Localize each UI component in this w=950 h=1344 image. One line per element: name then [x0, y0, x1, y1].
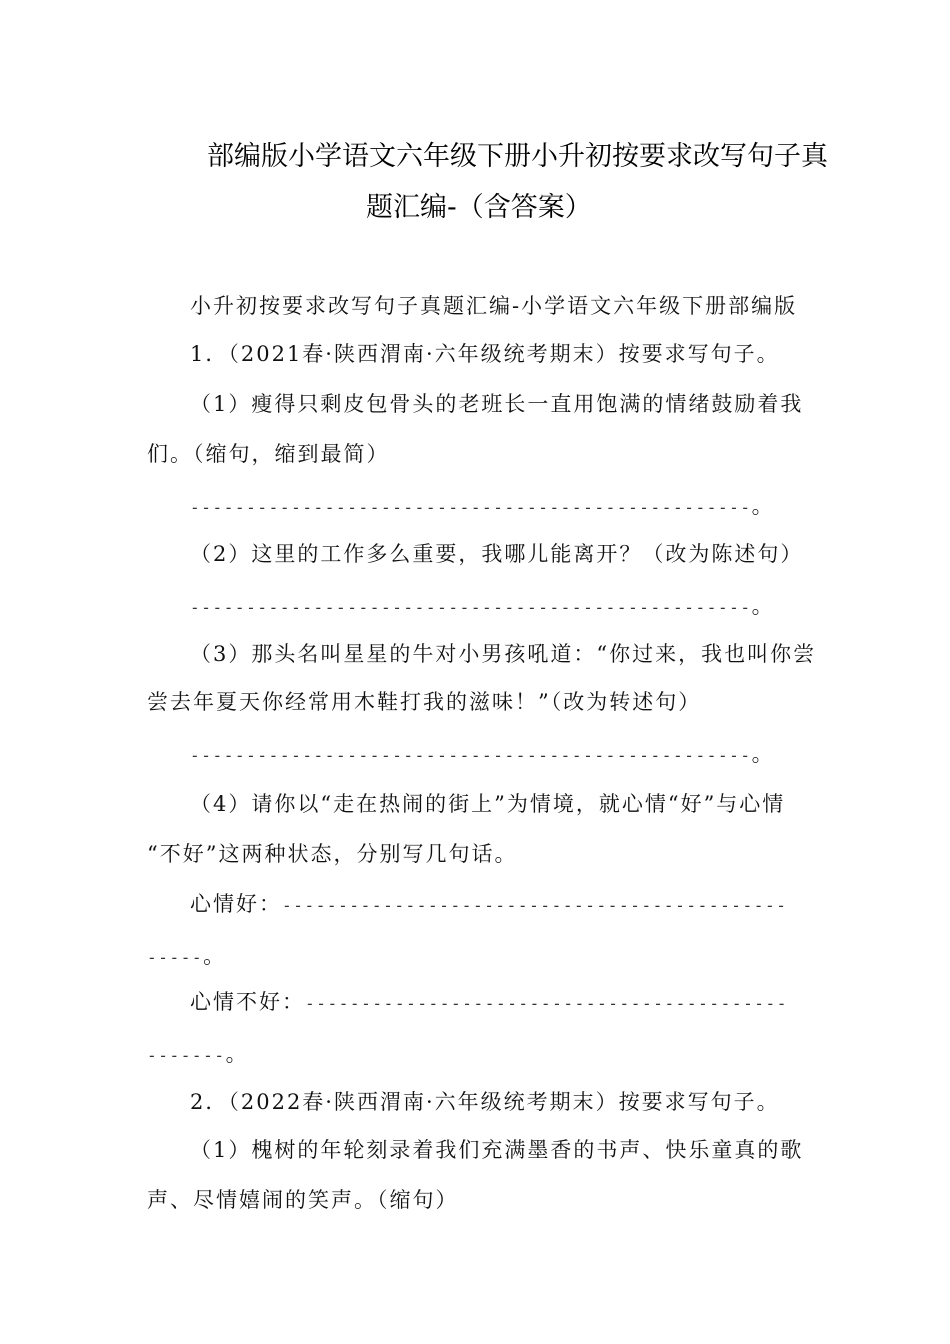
q1-item-3-line-1: （3）那头名叫星星的牛对小男孩吼道：“你过来，我也叫你尝	[190, 642, 817, 666]
question-2-header: 2．（2022春·陕西渭南·六年级统考期末）按要求写句子。	[190, 1090, 780, 1114]
bad-mood-blank-line-1: -------------------------------------------	[305, 994, 789, 1013]
q1-item-1-line-2: 们。（缩句，缩到最简）	[147, 442, 390, 466]
bad-mood-label: 心情不好：	[190, 990, 305, 1014]
answer-blank-dashes: --------------------------------------------------	[190, 746, 752, 765]
document-title-line-1: 部编版小学语文六年级下册小升初按要求改写句子真	[207, 141, 828, 172]
q1-item-4-line-2: “不好”这两种状态，分别写几句话。	[147, 842, 518, 866]
answer-blank-dashes: --------------------------------------------------	[190, 498, 752, 517]
q1-item-4-line-1: （4）请你以“走在热闹的街上”为情境，就心情“好”与心情	[190, 792, 786, 816]
blank-end-period: 。	[751, 742, 773, 766]
good-mood-row	[190, 888, 787, 918]
answer-blank-dashes: --------------------------------------------------	[190, 598, 752, 617]
answer-blank-dashes: -------	[147, 1046, 226, 1065]
q2-item-1-line-1: （1）槐树的年轮刻录着我们充满墨香的书声、快乐童真的歌	[190, 1138, 804, 1162]
bad-mood-row	[190, 986, 788, 1016]
q1-item-3-answer-blank	[190, 738, 773, 768]
q1-item-1-answer-blank	[190, 490, 773, 520]
blank-end-period: 。	[751, 494, 773, 518]
q1-item-2: （2）这里的工作多么重要，我哪儿能离开？（改为陈述句）	[190, 542, 804, 566]
blank-end-period: 。	[751, 594, 773, 618]
document-title-line-2: 题汇编-（含答案）	[366, 192, 592, 223]
document-subtitle: 小升初按要求改写句子真题汇编-小学语文六年级下册部编版	[190, 294, 798, 318]
answer-blank-dashes: -----	[147, 948, 204, 967]
good-mood-blank-line-2	[147, 940, 224, 970]
q1-item-2-answer-blank	[190, 590, 773, 620]
good-mood-label: 心情好：	[190, 892, 282, 916]
q2-item-1-line-2: 声、尽情嬉闹的笑声。（缩句）	[147, 1188, 459, 1212]
question-1-header: 1．（2021春·陕西渭南·六年级统考期末）按要求写句子。	[190, 342, 780, 366]
q1-item-1-line-1: （1）瘦得只剩皮包骨头的老班长一直用饱满的情绪鼓励着我	[190, 392, 804, 416]
good-mood-blank-line-1: ---------------------------------------------	[282, 896, 788, 915]
q1-item-3-line-2: 尝去年夏天你经常用木鞋打我的滋味！”（改为转述句）	[147, 690, 702, 714]
bad-mood-blank-line-2	[147, 1038, 247, 1068]
blank-end-period: 。	[203, 944, 225, 968]
blank-end-period: 。	[225, 1042, 247, 1066]
